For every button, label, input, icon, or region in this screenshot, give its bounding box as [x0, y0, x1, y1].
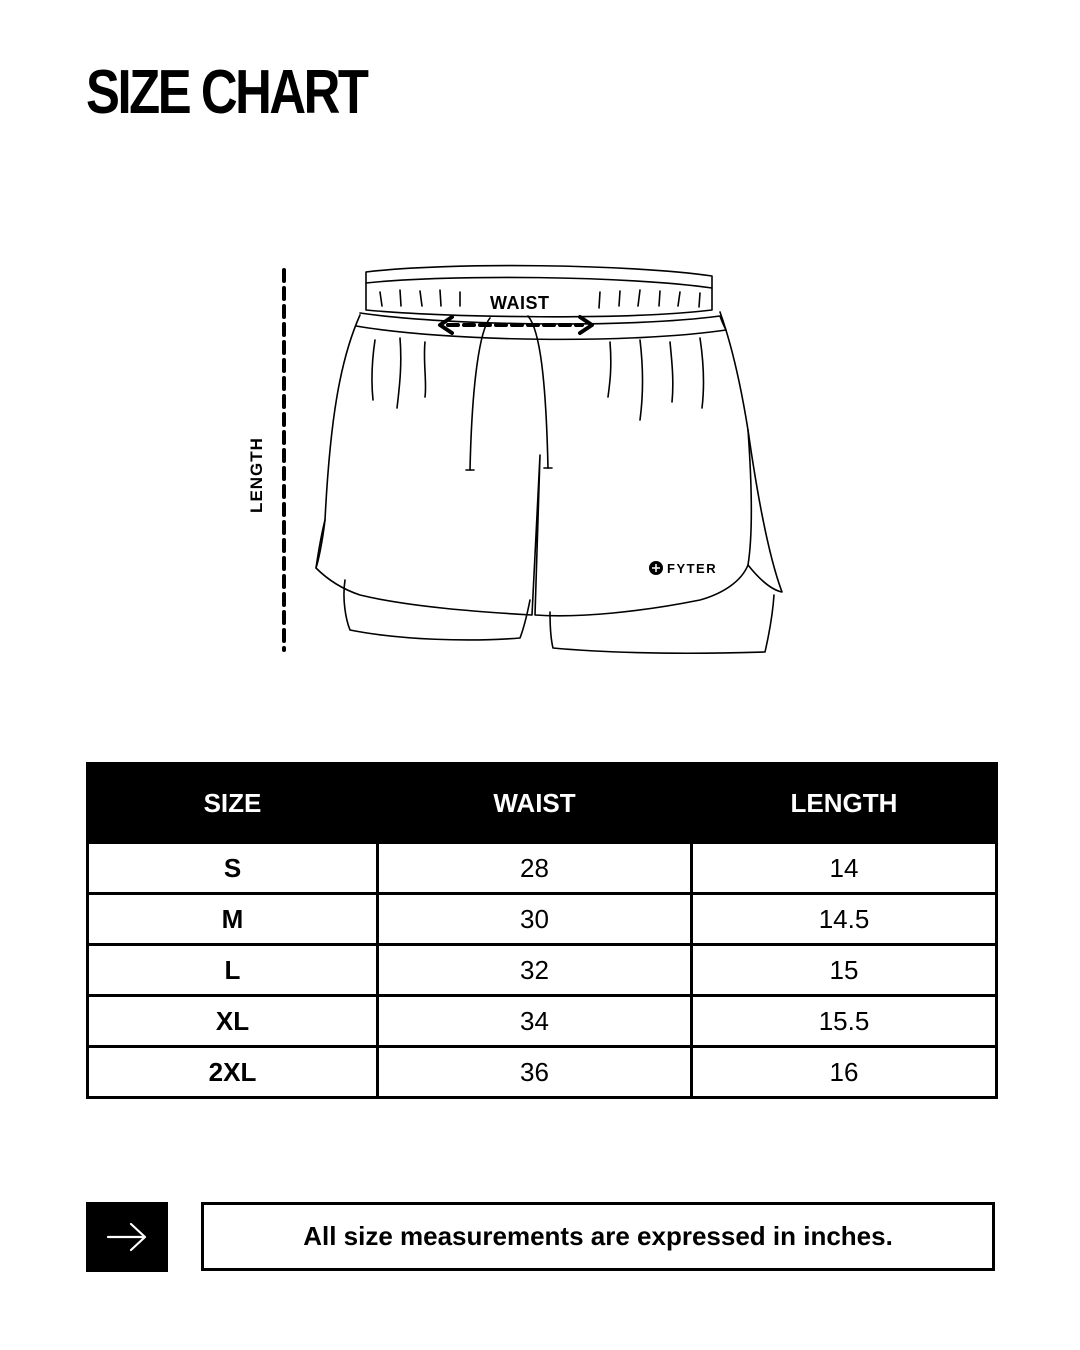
table-row: [88, 843, 997, 894]
measurement-note: [201, 1202, 995, 1271]
length-cell: 14.5: [692, 894, 997, 945]
table-row: [88, 945, 997, 996]
waist-cell: 30: [378, 894, 692, 945]
arrow-button[interactable]: [86, 1202, 168, 1272]
arrow-right-icon: [106, 1222, 148, 1252]
length-cell: 16: [692, 1047, 997, 1098]
brand-logo: [649, 561, 717, 576]
size-cell: 2XL: [88, 1047, 378, 1098]
length-cell: 15: [692, 945, 997, 996]
length-cell: 15.5: [692, 996, 997, 1047]
column-header-length: LENGTH: [692, 764, 997, 843]
table-row: [88, 1047, 997, 1098]
length-cell: 14: [692, 843, 997, 894]
waist-label: WAIST: [490, 293, 550, 313]
table-row: [88, 894, 997, 945]
size-cell: L: [88, 945, 378, 996]
size-table: [86, 762, 998, 1099]
column-header-size: SIZE: [88, 764, 378, 843]
page-title: SIZE CHART: [86, 58, 367, 127]
waist-cell: 28: [378, 843, 692, 894]
waist-cell: 36: [378, 1047, 692, 1098]
waist-cell: 34: [378, 996, 692, 1047]
waist-cell: 32: [378, 945, 692, 996]
column-header-waist: WAIST: [378, 764, 692, 843]
size-cell: M: [88, 894, 378, 945]
size-cell: S: [88, 843, 378, 894]
size-cell: XL: [88, 996, 378, 1047]
measurement-note-text: All size measurements are expressed in inches.: [303, 1221, 893, 1251]
table-row: [88, 996, 997, 1047]
shorts-illustration: [230, 255, 800, 665]
length-label: LENGTH: [247, 437, 266, 513]
table-header-row: [88, 764, 997, 843]
brand-logo-text: FYTER: [667, 561, 718, 576]
